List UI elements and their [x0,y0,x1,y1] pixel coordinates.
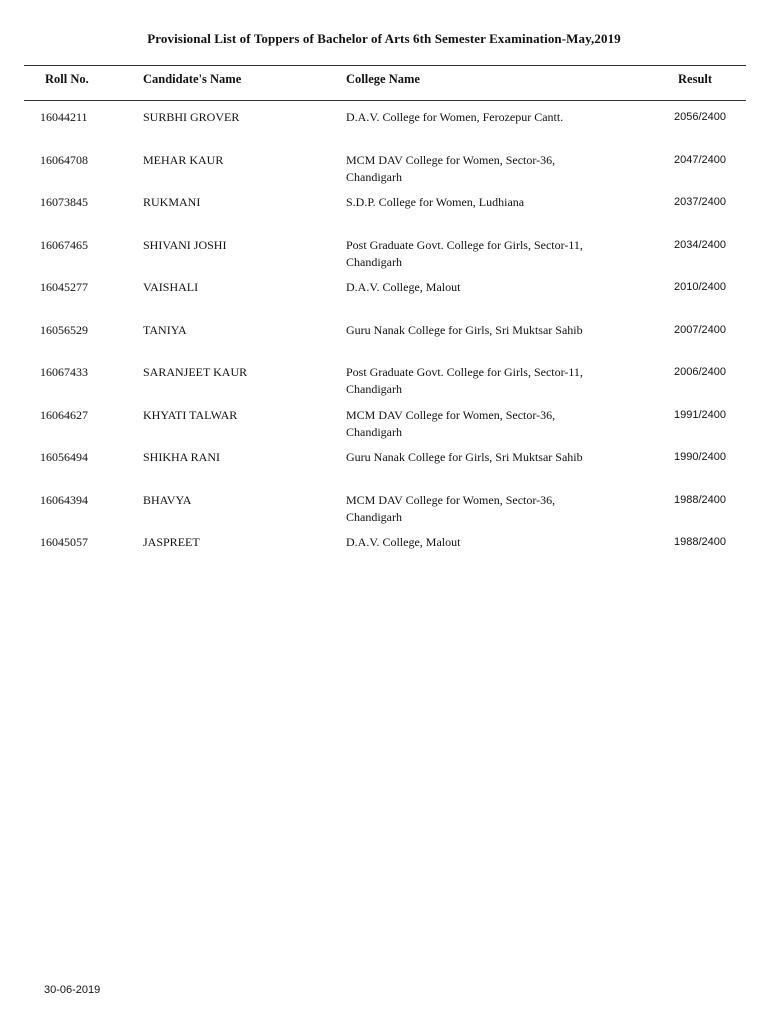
table-row [0,534,768,577]
header-college-name: College Name [346,72,420,86]
footer-date: 30-06-2019 [44,984,101,996]
college-name: D.A.V. College, Malout [346,535,461,549]
candidate-name: VAISHALI [143,280,199,294]
candidate-name: KHYATI TALWAR [143,407,238,422]
candidate-name: JASPREET [143,535,200,549]
table-row [0,152,768,195]
result: 2006/2400 [674,366,726,378]
table-row [0,322,768,365]
table-row [0,109,768,152]
header-roll-no: Roll No. [45,72,89,86]
candidate-name: RUKMANI [143,195,201,209]
college-name: D.A.V. College, Malout [346,280,461,294]
table-row [0,237,768,280]
roll-no: 16045057 [40,535,88,549]
result: 1988/2400 [674,536,726,548]
roll-no: 16044211 [40,110,88,124]
candidate-name: MEHAR KAUR [143,152,224,167]
roll-no: 16073845 [40,195,88,209]
result: 1988/2400 [674,493,726,506]
college-name: Guru Nanak College for Girls, Sri Muktsar Sahib [346,322,583,337]
table-header [0,72,768,88]
table-row [0,407,768,450]
candidate-name: SARANJEET KAUR [143,365,248,379]
college-name: D.A.V. College for Women, Ferozepur Cantt. [346,110,564,124]
result: 2010/2400 [674,281,726,293]
roll-no: 16045277 [40,280,88,294]
college-name: MCM DAV College for Women, Sector-36, Chandigarh [346,152,556,184]
college-name: S.D.P. College for Women, Ludhiana [346,195,525,209]
roll-no: 16056494 [40,450,88,464]
college-name: MCM DAV College for Women, Sector-36, Chandigarh [346,492,556,524]
header-result: Result [678,72,713,86]
table-row [0,194,768,237]
result: 2034/2400 [674,238,726,251]
candidate-name: SURBHI GROVER [143,110,240,124]
table-top-rule [24,65,746,66]
result: 1990/2400 [674,451,726,463]
candidate-name: SHIKHA RANI [143,450,221,464]
roll-no: 16056529 [40,322,88,337]
candidate-name: TANIYA [143,322,187,337]
table-row [0,492,768,535]
table-header-rule [24,100,746,101]
result: 2047/2400 [674,153,726,166]
table-row [0,364,768,407]
college-name: MCM DAV College for Women, Sector-36, Chandigarh [346,407,556,439]
college-name: Post Graduate Govt. College for Girls, Sector-11, Chandigarh [346,365,583,396]
roll-no: 16064708 [40,152,88,167]
table-body [0,109,768,577]
candidate-name: SHIVANI JOSHI [143,237,227,252]
table-row [0,279,768,322]
roll-no: 16064627 [40,407,88,422]
result: 2056/2400 [674,111,726,123]
college-name: Guru Nanak College for Girls, Sri Muktsar Sahib [346,450,583,464]
roll-no: 16067433 [40,365,88,379]
roll-no: 16067465 [40,237,88,252]
result: 2037/2400 [674,196,726,208]
header-candidate-name: Candidate's Name [143,72,242,86]
candidate-name: BHAVYA [143,492,192,507]
roll-no: 16064394 [40,492,88,507]
document-title: Provisional List of Toppers of Bachelor of Arts 6th Semester Examination-May,2019 [147,31,621,46]
table-row [0,449,768,492]
college-name: Post Graduate Govt. College for Girls, Sector-11, Chandigarh [346,237,583,269]
result: 1991/2400 [674,408,726,421]
result: 2007/2400 [674,323,726,336]
